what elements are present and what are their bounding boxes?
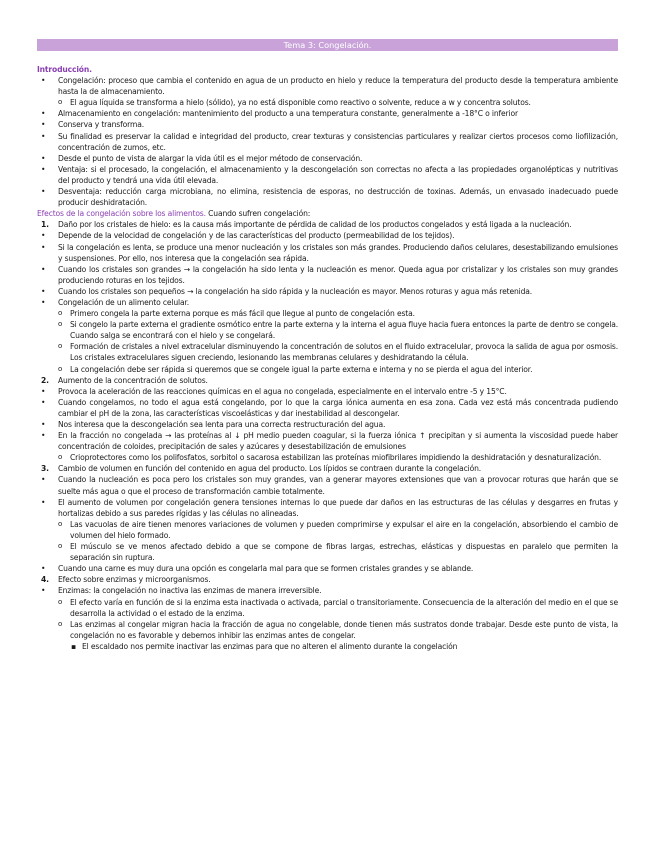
item-number: 4. (41, 575, 49, 585)
bullet-item (37, 230, 618, 241)
item-text: Cuando la nucleación es poca pero los cristales son muy grandes, van a generar mayores extensiones que van a provocar roturas que harán que se suelte más agua o que el proceso de transformación cambie totalmente. (58, 475, 618, 496)
item-text: Desventaja: reducción carga microbiana, no elimina, resistencia de esporas, no destrucción de toxinas. Además, un envasado inadecuado puede producir deshidratación. (58, 187, 618, 208)
bullet-icon: • (41, 242, 46, 252)
sub-bullet-item (37, 308, 618, 319)
item-text: Cambio de volumen en función del contenido en agua del producto. Los lípidos se contraen durante la congelación. (58, 464, 482, 474)
numbered-item (37, 463, 618, 474)
item-text: Las vacuolas de aire tienen menores variaciones de volumen y pueden comprimirse y expulsar el aire en la congelación, absorbiendo el cambio de volumen del hielo formado. (70, 519, 618, 540)
item-text: El escaldado nos permite inactivar las enzimas para que no alteren el alimento durante la congelación (82, 641, 458, 651)
item-text: El aumento de volumen por congelación genera tensiones internas lo que puede dar daños en las estructuras de las células y desgarres en frutas y hortalizas debido a sus paredes rígidas y las células no alineadas. (58, 497, 618, 518)
bullet-icon: • (41, 264, 46, 274)
item-text: Primero congela la parte externa porque es más fácil que llegue al punto de congelación esta. (70, 309, 415, 319)
bullet-item (37, 585, 618, 596)
item-text: Depende de la velocidad de congelación y de las características del producto (permeabilidad de los tejidos). (58, 231, 455, 241)
item-text: Cuando los cristales son grandes → la congelación ha sido lenta y la nucleación es menor. Queda agua por cristalizar y los cristales son muy grandes produciendo roturas en los tejidos. (58, 264, 618, 285)
item-text: Nos interesa que la descongelación sea lenta para una correcta restructuración del agua. (58, 420, 386, 429)
item-text: Enzimas: la congelación no inactiva las enzimas de manera irreversible. (58, 586, 322, 596)
item-text: Congelación: proceso que cambia el contenido en agua de un producto en hielo y reduce la temperatura del producto desde la temperatura ambiente hasta la de almacenamiento. (58, 76, 618, 97)
bullet-item (37, 242, 618, 264)
bullet-item (37, 164, 618, 186)
bullet-icon: • (41, 475, 46, 485)
item-text: Si la congelación es lenta, se produce una menor nucleación y los cristales son más grandes. Produciendo daños celulares, desestabilizando emulsiones y suspensiones. Por ello, nos interesa que la congelación sea rápida. (58, 242, 618, 263)
bullet-item (37, 419, 618, 430)
square-bullet-icon: ▪ (71, 641, 76, 651)
effects-heading-line (37, 208, 618, 219)
bullet-item (37, 563, 618, 574)
bullet-icon: • (41, 386, 46, 396)
item-text: La congelación debe ser rápida si queremos que se congele igual la parte externa e interna y no se pierda el agua del interior. (70, 364, 533, 374)
circle-bullet-icon: o (58, 320, 63, 329)
item-text: Conserva y transforma. (58, 120, 144, 130)
sub-bullet-item (37, 97, 618, 108)
sub-bullet-item (37, 597, 618, 619)
bullet-icon: • (41, 564, 46, 574)
item-text: Daño por los cristales de hielo: es la causa más importante de pérdida de calidad de los productos congelados y está ligada a la nucleación. (58, 220, 572, 230)
item-text: El músculo se ve menos afectado debido a que se compone de fibras largas, estrechas, elásticas y dispuestas en paralelo que permiten la separación sin ruptura. (70, 542, 618, 563)
bullet-icon: • (41, 286, 46, 296)
bullet-icon: • (41, 109, 46, 119)
item-number: 2. (41, 375, 49, 385)
numbered-item (37, 375, 618, 386)
bullet-item (37, 264, 618, 286)
bullet-item (37, 75, 618, 97)
bullet-item (37, 430, 618, 452)
sub-bullet-item (37, 619, 618, 641)
circle-bullet-icon: o (58, 309, 63, 318)
bullet-icon: • (41, 420, 46, 429)
bullet-item (37, 119, 618, 130)
circle-bullet-icon: o (58, 619, 63, 628)
sub-bullet-item (37, 541, 618, 563)
item-text: Cuando congelamos, no todo el agua está congelando, por lo que la carga iónica aumenta en esa zona. Cada vez está más concentrada pudiendo cambiar el pH de la zona, las características viscoelásticas y dar inestabilidad al descongelar. (58, 397, 618, 418)
circle-bullet-icon: o (58, 519, 63, 528)
item-number: 1. (41, 220, 49, 230)
bullet-icon: • (41, 586, 46, 596)
item-text: Almacenamiento en congelación: mantenimiento del producto a una temperatura constante, generalmente a -18°C o inferior (58, 109, 518, 119)
item-text: Ventaja: si el procesado, la congelación, el almacenamiento y la descongelación son correctas no afecta a las propiedades organolépticas y nutritivas del producto y tendrá una vida útil elevada. (58, 164, 618, 185)
item-text: En la fracción no congelada → las proteínas al ↓ pH medio pueden coagular, si la fuerza iónica ↑ precipitan y si aumenta la viscosidad puede haber concentración de coloides, precipitación de sales y azúcares y desestabilización de emulsiones (58, 431, 618, 452)
intro-list (37, 75, 618, 208)
bullet-icon: • (41, 153, 46, 163)
item-text: Aumento de la concentración de solutos. (58, 375, 208, 385)
circle-bullet-icon: o (58, 98, 63, 107)
circle-bullet-icon: o (58, 542, 63, 551)
bullet-icon: • (41, 397, 46, 407)
item-text: El efecto varía en función de si la enzima esta inactivada o activada, parcial o transitoriamente. Consecuencia de la alteración del medio en el que se desarrolla la actividad o el estado de la enzima. (70, 597, 618, 618)
sub-bullet-item (37, 319, 618, 341)
circle-bullet-icon: o (58, 453, 63, 462)
item-text: Efecto sobre enzimas y microorganismos. (58, 575, 211, 585)
bullet-icon: • (41, 187, 46, 197)
document-body (37, 64, 618, 652)
item-text: El agua líquida se transforma a hielo (sólido), ya no está disponible como reactivo o solvente, reduce a w y concentra solutos. (70, 98, 531, 108)
sub-bullet-item (37, 341, 618, 363)
item-text: Desde el punto de vista de alargar la vida útil es el mejor método de conservación. (58, 153, 363, 163)
bullet-icon: • (41, 76, 46, 86)
sub-bullet-item (37, 519, 618, 541)
item-text: Si congelo la parte externa el gradiente osmótico entre la parte externa y la interna el agua fluye hacia fuera entonces la parte de dentro se congela. Cuando salga se encontrará con el hielo y se congelará. (70, 320, 618, 341)
bullet-item (37, 186, 618, 208)
bullet-item (37, 386, 618, 397)
item-number: 3. (41, 464, 49, 474)
item-text: Cuando los cristales son pequeños → la congelación ha sido rápida y la nucleación es mayor. Menos roturas y agua más retenida. (58, 286, 533, 296)
bullet-icon: • (41, 231, 46, 241)
bullet-item (37, 153, 618, 164)
circle-bullet-icon: o (58, 364, 63, 373)
item-text: Provoca la aceleración de las reacciones químicas en el agua no congelada, especialmente en el intervalo entre -5 y 15°C. (58, 386, 507, 396)
circle-bullet-icon: o (58, 342, 63, 351)
intro-heading: Introducción. (37, 65, 92, 74)
numbered-item (37, 219, 618, 230)
effects-heading-suffix: Cuando sufren congelación: (205, 209, 311, 219)
bullet-icon: • (41, 131, 46, 141)
item-text: Crioprotectores como los polifosfatos, sorbitol o sacarosa estabilizan las proteínas miofibrilares impidiendo la deshidratación y desnaturalización. (70, 453, 602, 463)
bullet-item (37, 474, 618, 496)
numbered-item (37, 574, 618, 585)
bullet-item (37, 397, 618, 419)
bullet-item (37, 131, 618, 153)
effects-heading: Efectos de la congelación sobre los alimentos. (37, 209, 206, 219)
sub-bullet-item (37, 452, 618, 463)
sub-bullet-item (37, 364, 618, 375)
bullet-icon: • (41, 164, 46, 174)
effects-list (37, 219, 618, 652)
item-text: Congelación de un alimento celular. (58, 297, 190, 307)
bullet-item (37, 497, 618, 519)
sub-bullet-item (37, 641, 618, 652)
circle-bullet-icon: o (58, 597, 63, 606)
bullet-icon: • (41, 497, 46, 507)
bullet-icon: • (41, 431, 46, 441)
item-text: Su finalidad es preservar la calidad e integridad del producto, crear texturas y consistencias particulares y realizar ciertos procesos como liofilización, concentración de zumos, etc. (58, 131, 618, 152)
document-title: Tema 3: Congelación. (37, 39, 618, 51)
item-text: Cuando una carne es muy dura una opción es congelarla mal para que se formen cristales grandes y se ablande. (58, 564, 474, 574)
bullet-item (37, 297, 618, 308)
item-text: Las enzimas al congelar migran hacia la fracción de agua no congelable, donde tienen más sustratos donde trabajar. Desde este punto de vista, la congelación no es favorable y debemos inhibir las enzimas antes de congelar. (70, 619, 618, 640)
bullet-item (37, 286, 618, 297)
item-text: Formación de cristales a nivel extracelular disminuyendo la concentración de solutos en el fluido extracelular, provoca la salida de agua por osmosis. Los cristales extracelulares siguen creciendo, lesionando las membranas celulares y deshidratando la célula. (70, 342, 618, 363)
bullet-item (37, 108, 618, 119)
bullet-icon: • (41, 297, 46, 307)
bullet-icon: • (41, 120, 46, 130)
